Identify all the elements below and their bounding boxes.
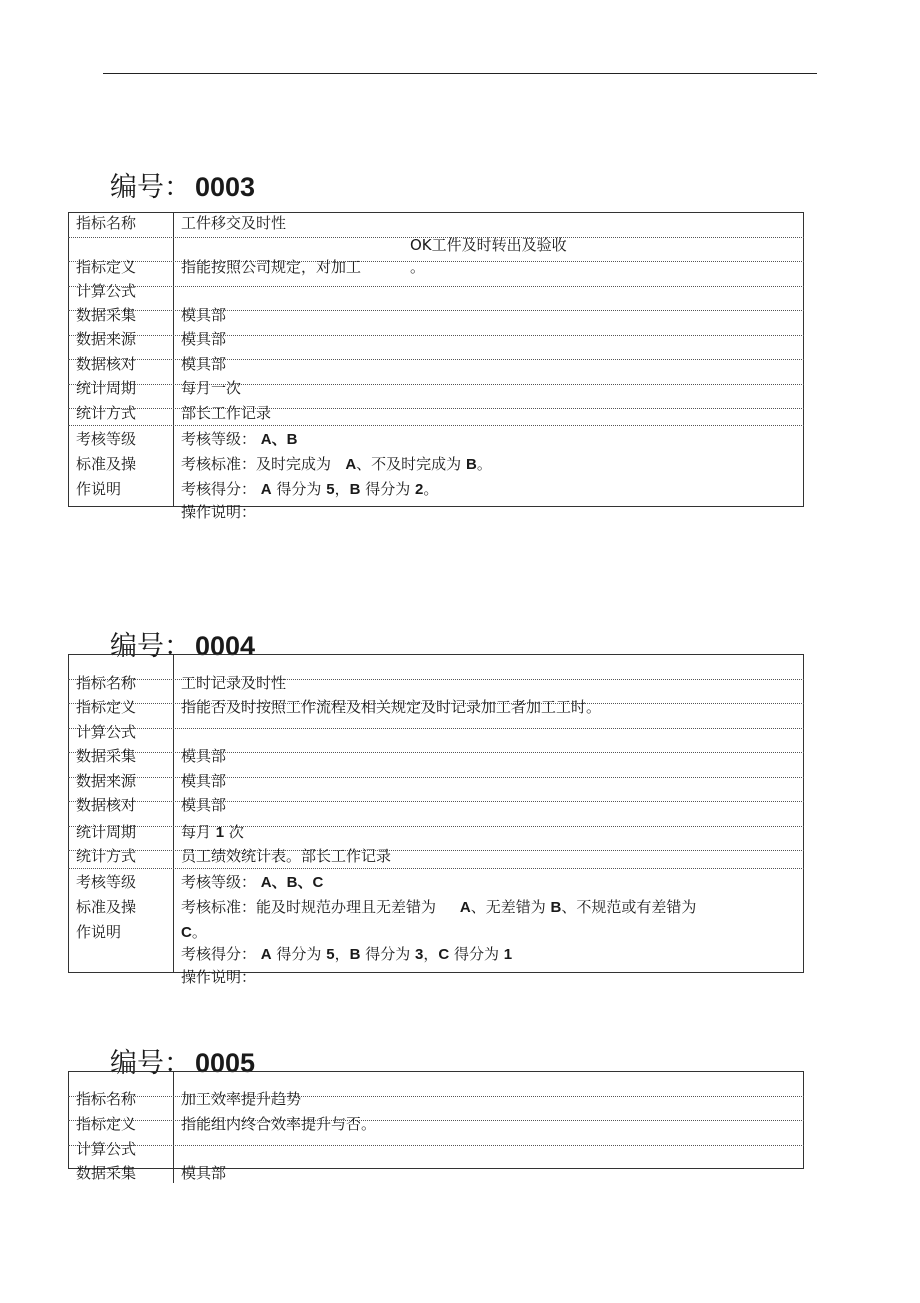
value-indicator-name: 工时记录及时性 xyxy=(181,674,287,692)
grade-values: A、B、C xyxy=(260,874,324,891)
label-data-check: 数据核对 xyxy=(76,355,137,373)
row-divider xyxy=(68,1120,804,1121)
value-data-check: 模具部 xyxy=(181,796,227,814)
label-stat-period: 统计周期 xyxy=(76,379,137,397)
row-divider xyxy=(68,777,804,778)
label-assessment-1: 考核等级 xyxy=(76,430,137,448)
heading-prefix: 编号： xyxy=(110,172,191,203)
value-indicator-name: 加工效率提升趋势 xyxy=(181,1090,302,1108)
column-divider xyxy=(173,654,174,973)
assessment-score xyxy=(181,479,438,500)
period-text: 次 xyxy=(228,823,244,841)
label-indicator-name: 指标名称 xyxy=(76,1090,137,1108)
label-definition: 指标定义 xyxy=(76,698,137,716)
header-rule xyxy=(103,73,817,74)
score-text: ， xyxy=(334,480,350,498)
score-grade: A xyxy=(260,946,272,963)
heading-number: 0003 xyxy=(195,172,256,202)
assessment-standard-cont xyxy=(181,922,207,943)
score-text: ， xyxy=(334,945,350,963)
label-data-check: 数据核对 xyxy=(76,796,137,814)
label-data-collection: 数据采集 xyxy=(76,747,137,765)
label-data-source: 数据来源 xyxy=(76,330,137,348)
heading-prefix: 编号： xyxy=(110,1048,191,1079)
label-formula: 计算公式 xyxy=(76,723,137,741)
value-data-check: 模具部 xyxy=(181,355,227,373)
heading-number: 0004 xyxy=(195,631,256,661)
label-stat-method: 统计方式 xyxy=(76,404,137,422)
value-data-collection: 模具部 xyxy=(181,1164,227,1182)
label-indicator-name: 指标名称 xyxy=(76,214,137,232)
label-assessment-2: 标准及操 xyxy=(76,455,137,473)
label-data-source: 数据来源 xyxy=(76,772,137,790)
row-divider xyxy=(68,868,804,869)
std-grade: C xyxy=(181,924,192,941)
value-definition: 指能按照公司规定，对加工 xyxy=(181,258,362,276)
score-text: 得分为 xyxy=(453,945,499,963)
row-divider xyxy=(68,679,804,680)
std-grade: B xyxy=(465,456,477,473)
grade-text: 考核等级： xyxy=(181,873,257,891)
score-text: 得分为 xyxy=(276,945,322,963)
value-indicator-name: 工件移交及时性 xyxy=(181,214,287,232)
row-divider xyxy=(68,752,804,753)
label-stat-period: 统计周期 xyxy=(76,823,137,841)
value-stat-period: 每月一次 xyxy=(181,379,242,397)
period-count: 1 xyxy=(215,824,225,841)
value-definition-center: OK工件及时转出及验收 xyxy=(410,236,567,254)
value-stat-period xyxy=(181,822,244,843)
label-indicator-name: 指标名称 xyxy=(76,674,137,692)
label-assessment-3: 作说明 xyxy=(76,923,122,941)
std-text: 考核标准：及时完成为 xyxy=(181,455,332,473)
row-divider xyxy=(68,359,804,360)
score-grade: B xyxy=(349,481,361,498)
value-stat-method: 部长工作记录 xyxy=(181,404,272,422)
row-divider xyxy=(68,310,804,311)
score-grade: C xyxy=(438,946,450,963)
std-text: 。 xyxy=(191,923,207,941)
label-formula: 计算公式 xyxy=(76,1140,137,1158)
label-assessment-1: 考核等级 xyxy=(76,873,137,891)
row-divider xyxy=(68,425,804,426)
label-definition: 指标定义 xyxy=(76,258,137,276)
assessment-grade xyxy=(181,429,297,450)
score-value: 5 xyxy=(326,481,335,498)
value-data-collection: 模具部 xyxy=(181,747,227,765)
value-data-source: 模具部 xyxy=(181,330,227,348)
value-definition: 指能组内终合效率提升与否。 xyxy=(181,1115,377,1133)
std-text: 、不规范或有差错为 xyxy=(561,898,697,916)
score-text: 得分为 xyxy=(365,480,411,498)
assessment-score xyxy=(181,944,512,965)
heading-prefix: 编号： xyxy=(110,631,191,662)
label-formula: 计算公式 xyxy=(76,282,137,300)
score-value: 1 xyxy=(503,946,513,963)
row-divider xyxy=(68,826,804,827)
row-divider xyxy=(68,286,804,287)
heading-number: 0005 xyxy=(195,1048,256,1078)
score-text: 得分为 xyxy=(276,480,322,498)
std-text: 考核标准：能及时规范办理且无差错为 xyxy=(181,898,437,916)
assessment-operation: 操作说明： xyxy=(181,503,257,521)
value-data-source: 模具部 xyxy=(181,772,227,790)
label-data-collection: 数据采集 xyxy=(76,306,137,324)
value-data-collection: 模具部 xyxy=(181,306,227,324)
grade-values: A、B xyxy=(260,431,298,448)
score-grade: A xyxy=(260,481,272,498)
std-grade: A xyxy=(345,456,357,473)
row-divider xyxy=(68,1096,804,1097)
period-text: 每月 xyxy=(181,823,212,841)
score-text: ， xyxy=(423,945,439,963)
label-definition: 指标定义 xyxy=(76,1115,137,1133)
row-divider xyxy=(68,261,804,262)
assessment-operation: 操作说明： xyxy=(181,968,257,986)
score-grade: B xyxy=(349,946,361,963)
value-definition-suffix: 。 xyxy=(410,258,426,276)
row-divider xyxy=(68,1145,804,1146)
row-divider xyxy=(68,384,804,385)
row-divider xyxy=(68,408,804,409)
assessment-grade xyxy=(181,872,323,893)
assessment-standard xyxy=(181,454,492,475)
std-text: 、不及时完成为 xyxy=(356,455,462,473)
value-stat-method: 员工绩效统计表。部长工作记录 xyxy=(181,847,392,865)
std-grade: A xyxy=(459,899,471,916)
column-divider xyxy=(173,1071,174,1183)
label-data-collection: 数据采集 xyxy=(76,1164,137,1182)
score-text: 考核得分： xyxy=(181,480,257,498)
score-text: 得分为 xyxy=(365,945,411,963)
score-text: 考核得分： xyxy=(181,945,257,963)
row-divider xyxy=(68,850,804,851)
grade-text: 考核等级： xyxy=(181,430,257,448)
assessment-standard xyxy=(181,897,696,918)
std-grade: B xyxy=(550,899,562,916)
std-text: 、无差错为 xyxy=(470,898,546,916)
score-value: 5 xyxy=(326,946,335,963)
label-assessment-2: 标准及操 xyxy=(76,898,137,916)
label-assessment-3: 作说明 xyxy=(76,480,122,498)
row-divider xyxy=(68,728,804,729)
score-value: 3 xyxy=(415,946,424,963)
score-value: 2 xyxy=(415,481,424,498)
value-definition: 指能否及时按照工作流程及相关规定及时记录加工者加工工时。 xyxy=(181,698,602,716)
row-divider xyxy=(68,335,804,336)
row-divider xyxy=(68,801,804,802)
label-stat-method: 统计方式 xyxy=(76,847,137,865)
std-text: 。 xyxy=(476,455,492,473)
score-text: 。 xyxy=(423,480,439,498)
section-heading-0003 xyxy=(110,170,255,205)
